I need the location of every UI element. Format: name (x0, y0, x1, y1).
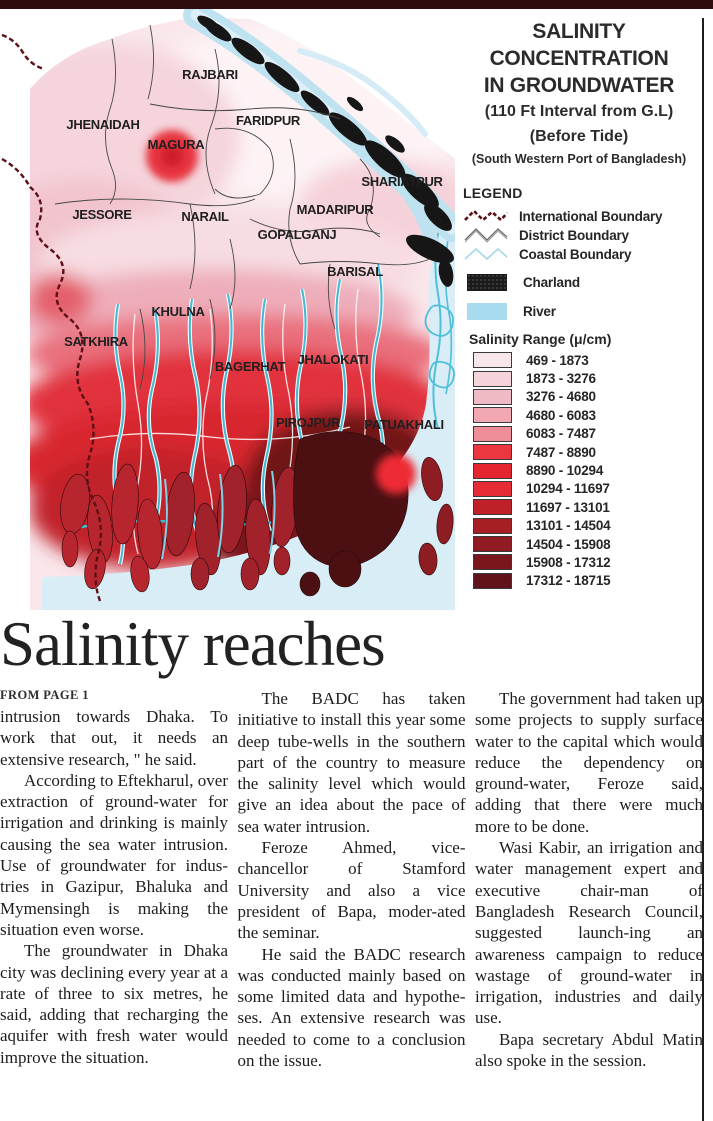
paragraph: Feroze Ahmed, vice-chancellor of Stamford University and also a vice president of Bapa, moder-ated the seminar. (237, 838, 466, 943)
salinity-map (0, 9, 455, 610)
salinity-range-row (473, 498, 699, 516)
salinity-range-list (473, 351, 699, 590)
paragraph: He said the BADC research was conducted mainly based on some limited data and hypothe-ses. An extensive research was needed to come to a conclusion on the issue. (237, 944, 466, 1071)
district-boundary-icon (463, 226, 509, 244)
article-column-1 (0, 688, 228, 1071)
salinity-range-label: 4680 - 6083 (526, 407, 596, 423)
article-headline: Salinity reaches (0, 609, 385, 679)
district-label: SATKHIRA (64, 334, 128, 349)
salinity-swatch (473, 371, 512, 387)
salinity-range-label: 469 - 1873 (526, 352, 589, 368)
salinity-range-label: 3276 - 4680 (526, 389, 596, 405)
from-page-kicker: FROM PAGE 1 (0, 688, 89, 702)
district-label: KHULNA (151, 304, 205, 319)
district-label: JESSORE (72, 207, 132, 222)
salinity-range-row (473, 461, 699, 479)
salinity-swatch (473, 554, 512, 570)
salinity-swatch (473, 389, 512, 405)
salinity-range-row (473, 351, 699, 369)
district-label: JHALOKATI (297, 352, 369, 367)
map-svg (0, 9, 455, 610)
legend-item-label: River (523, 304, 556, 319)
legend-item-label: Coastal Boundary (519, 246, 632, 262)
salinity-range-row (473, 572, 699, 590)
district-label: GOPALGANJ (257, 227, 337, 242)
river-swatch (467, 303, 507, 320)
salinity-range-row (473, 517, 699, 535)
article-column-2 (238, 688, 466, 1071)
paragraph: The BADC has taken initiative to install this year some deep tube-wells in the southern part of the country to measure the salinity level which would give an idea about the pace of sea water intrusion. (237, 689, 466, 836)
salinity-range-row (473, 388, 699, 406)
district-label: BARISAL (327, 264, 383, 279)
legend-item-international-boundary (463, 207, 699, 225)
district-label: PIROJPUR (275, 415, 341, 430)
salinity-range-label: 13101 - 14504 (526, 518, 611, 534)
paragraph: Wasi Kabir, an irrigation and water management expert and executive chair-man of Bangladesh Research Council, suggested launch-ing an awareness campaign to reduce wastage of ground-water in irrigation, industries and daily use. (475, 838, 703, 1028)
district-label: BAGERHAT (214, 359, 286, 374)
map-subtitle: (South Western Port of Bangladesh) (471, 152, 687, 166)
legend-item-label: International Boundary (519, 208, 663, 224)
district-label: JHENAIDAH (66, 117, 140, 132)
map-title (459, 18, 699, 169)
legend-item-district-boundary (463, 226, 699, 244)
map-title-line: IN GROUNDWATER (483, 74, 675, 97)
salinity-range-row (473, 406, 699, 424)
international-boundary-icon (463, 207, 509, 225)
salinity-range-row (473, 369, 699, 387)
salinity-swatch (473, 536, 512, 552)
district-label: MADARIPUR (296, 202, 374, 217)
salinity-range-row (473, 480, 699, 498)
salinity-swatch (473, 481, 512, 497)
salinity-range-label: 15908 - 17312 (526, 554, 611, 570)
salinity-swatch (473, 499, 512, 515)
salinity-range-label: 10294 - 11697 (526, 481, 610, 497)
legend-panel (459, 18, 699, 610)
patuakhali-hotspot (376, 454, 416, 494)
salinity-swatch (473, 573, 512, 589)
salinity-swatch (473, 518, 512, 534)
paragraph: Bapa secretary Abdul Matin also spoke in the session. (475, 1029, 703, 1071)
salinity-range-row (473, 553, 699, 571)
map-subtitle: (110 Ft Interval from G.L) (484, 103, 674, 120)
coastal-boundary-icon (463, 245, 509, 263)
article-column-3 (475, 688, 703, 1071)
legend-item-charland (463, 271, 699, 294)
district-label: SHARIATPUR (361, 174, 443, 189)
district-label: NARAIL (181, 209, 229, 224)
salinity-range-label: 1873 - 3276 (526, 371, 596, 387)
legend-item-river (463, 300, 699, 323)
district-label: RAJBARI (182, 67, 238, 82)
salinity-range-label: 14504 - 15908 (526, 536, 611, 552)
map-title-line: SALINITY (532, 20, 626, 43)
district-label: MAGURA (147, 137, 205, 152)
paragraph: The government had taken up some projects to supply surface water to the capital which would reduce the dependency on ground-water, Feroze said, adding that there were much more to be done. (475, 689, 703, 836)
salinity-swatch (473, 407, 512, 423)
salinity-range-row (473, 443, 699, 461)
district-label: PATUAKHALI (364, 417, 444, 432)
legend-title: LEGEND (463, 185, 523, 201)
legend-item-label: Charland (523, 275, 580, 290)
paragraph: The groundwater in Dhaka city was declining every year at a rate of three to six metres, he said, adding that recharging the aquifer with fresh water would improve the situation. (0, 941, 228, 1067)
salinity-range-label: 7487 - 8890 (526, 444, 596, 460)
salinity-swatch (473, 426, 512, 442)
top-border-strip (0, 0, 713, 9)
salinity-swatch (473, 444, 512, 460)
legend-item-coastal-boundary (463, 245, 699, 263)
charland-swatch (467, 274, 507, 291)
legend-item-label: District Boundary (519, 227, 629, 243)
map-subtitle: (Before Tide) (529, 128, 629, 145)
district-label: FARIDPUR (235, 113, 301, 128)
map-title-line: CONCENTRATION (489, 47, 669, 70)
salinity-range-label: 8890 - 10294 (526, 463, 604, 479)
article-columns (0, 688, 703, 1071)
salinity-range-title: Salinity Range (μ/cm) (469, 331, 612, 347)
salinity-swatch (473, 463, 512, 479)
paragraph: According to Eftekharul, over extraction of ground-water for irrigation and drinking is mainly causing the sea water intrusion. Use of groundwater for indus-tries in Gazipur, Bhaluka and Mymensingh is making the situation even worse. (0, 770, 228, 939)
salinity-range-label: 11697 - 13101 (526, 499, 610, 515)
article-body (0, 688, 703, 1118)
salinity-range-row (473, 535, 699, 553)
paragraph: intrusion towards Dhaka. To work that out, it needs an extensive research, " he said. (0, 707, 228, 769)
salinity-range-row (473, 425, 699, 443)
salinity-range-label: 6083 - 7487 (526, 426, 596, 442)
salinity-swatch (473, 352, 512, 368)
salinity-range-label: 17312 - 18715 (526, 573, 611, 589)
